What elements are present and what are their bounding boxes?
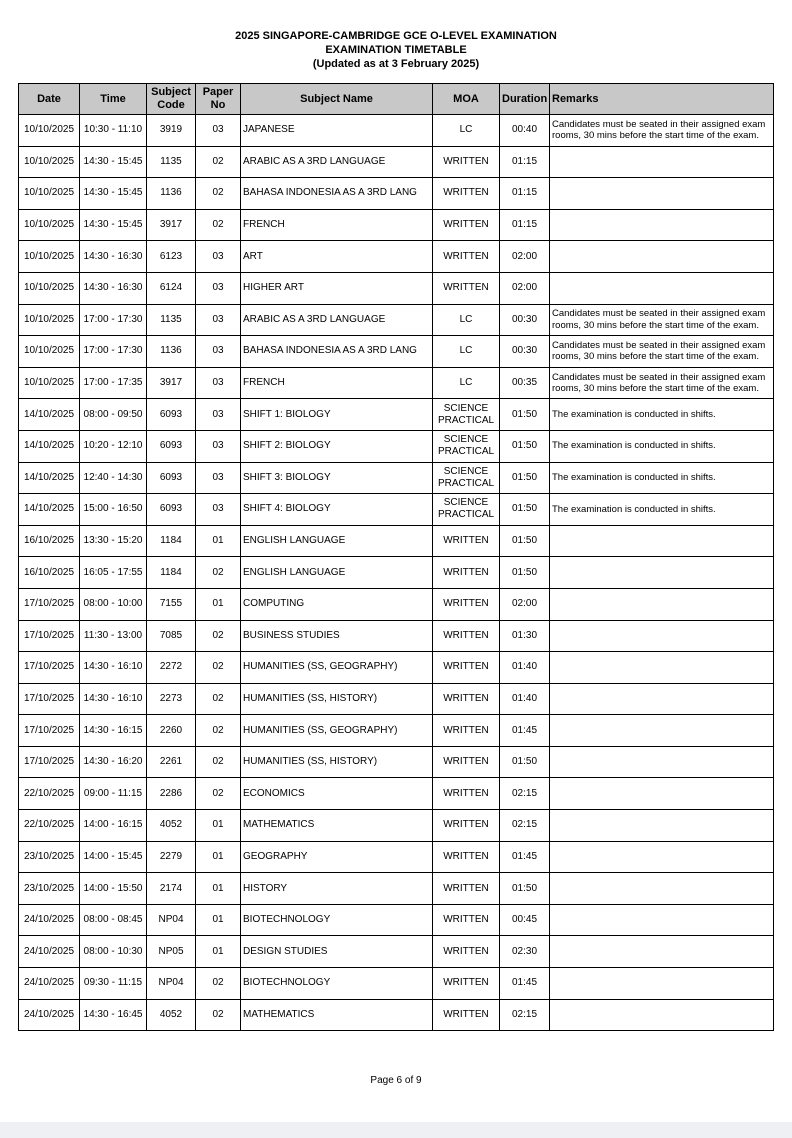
cell-remarks xyxy=(550,241,774,273)
cell-subject-name: FRENCH xyxy=(241,209,433,241)
col-paper-no: Paper No xyxy=(196,84,241,115)
cell-date: 17/10/2025 xyxy=(19,683,80,715)
cell-moa: WRITTEN xyxy=(433,810,500,842)
cell-paper-no: 01 xyxy=(196,873,241,905)
cell-date: 17/10/2025 xyxy=(19,746,80,778)
table-row xyxy=(19,272,774,304)
cell-subject-code: 1136 xyxy=(147,336,196,368)
cell-duration: 01:40 xyxy=(500,683,550,715)
cell-remarks xyxy=(550,778,774,810)
cell-paper-no: 02 xyxy=(196,146,241,178)
cell-subject-code: 3917 xyxy=(147,209,196,241)
table-header-row xyxy=(19,84,774,115)
cell-subject-name: ARABIC AS A 3RD LANGUAGE xyxy=(241,146,433,178)
col-time: Time xyxy=(80,84,147,115)
cell-time: 15:00 - 16:50 xyxy=(80,494,147,526)
cell-time: 08:00 - 08:45 xyxy=(80,904,147,936)
cell-subject-name: SHIFT 3: BIOLOGY xyxy=(241,462,433,494)
cell-paper-no: 01 xyxy=(196,525,241,557)
cell-time: 17:00 - 17:30 xyxy=(80,304,147,336)
cell-duration: 01:50 xyxy=(500,430,550,462)
cell-duration: 01:45 xyxy=(500,841,550,873)
cell-paper-no: 02 xyxy=(196,557,241,589)
table-row xyxy=(19,588,774,620)
cell-time: 14:00 - 15:50 xyxy=(80,873,147,905)
cell-duration: 00:35 xyxy=(500,367,550,399)
cell-time: 14:30 - 15:45 xyxy=(80,209,147,241)
cell-moa: WRITTEN xyxy=(433,999,500,1031)
cell-subject-code: 1135 xyxy=(147,304,196,336)
viewer-bottom-strip xyxy=(0,1122,792,1138)
cell-time: 14:00 - 16:15 xyxy=(80,810,147,842)
cell-duration: 01:40 xyxy=(500,652,550,684)
cell-date: 10/10/2025 xyxy=(19,178,80,210)
cell-paper-no: 02 xyxy=(196,999,241,1031)
cell-subject-name: SHIFT 1: BIOLOGY xyxy=(241,399,433,431)
cell-paper-no: 02 xyxy=(196,968,241,1000)
cell-remarks xyxy=(550,272,774,304)
cell-subject-code: 6093 xyxy=(147,399,196,431)
cell-subject-name: SHIFT 2: BIOLOGY xyxy=(241,430,433,462)
table-row xyxy=(19,683,774,715)
col-subject-name: Subject Name xyxy=(241,84,433,115)
cell-subject-code: 1184 xyxy=(147,525,196,557)
cell-subject-code: 2273 xyxy=(147,683,196,715)
table-row xyxy=(19,746,774,778)
table-row xyxy=(19,462,774,494)
table-row xyxy=(19,241,774,273)
cell-date: 10/10/2025 xyxy=(19,146,80,178)
cell-date: 17/10/2025 xyxy=(19,588,80,620)
cell-time: 14:30 - 15:45 xyxy=(80,146,147,178)
cell-subject-name: BIOTECHNOLOGY xyxy=(241,904,433,936)
cell-paper-no: 02 xyxy=(196,746,241,778)
cell-moa: WRITTEN xyxy=(433,272,500,304)
exam-title: 2025 SINGAPORE-CAMBRIDGE GCE O-LEVEL EXAMINATION xyxy=(235,30,557,42)
cell-date: 17/10/2025 xyxy=(19,652,80,684)
cell-remarks xyxy=(550,588,774,620)
cell-moa: LC xyxy=(433,367,500,399)
col-moa: MOA xyxy=(433,84,500,115)
cell-subject-name: HUMANITIES (SS, GEOGRAPHY) xyxy=(241,652,433,684)
cell-paper-no: 02 xyxy=(196,683,241,715)
cell-date: 22/10/2025 xyxy=(19,778,80,810)
cell-remarks xyxy=(550,557,774,589)
cell-paper-no: 02 xyxy=(196,209,241,241)
cell-paper-no: 03 xyxy=(196,304,241,336)
cell-moa: WRITTEN xyxy=(433,146,500,178)
cell-time: 09:30 - 11:15 xyxy=(80,968,147,1000)
cell-date: 16/10/2025 xyxy=(19,557,80,589)
cell-subject-name: DESIGN STUDIES xyxy=(241,936,433,968)
cell-time: 17:00 - 17:30 xyxy=(80,336,147,368)
cell-subject-code: NP04 xyxy=(147,904,196,936)
cell-subject-code: 7085 xyxy=(147,620,196,652)
col-date: Date xyxy=(19,84,80,115)
cell-time: 16:05 - 17:55 xyxy=(80,557,147,589)
cell-remarks xyxy=(550,652,774,684)
cell-time: 14:30 - 16:15 xyxy=(80,715,147,747)
cell-subject-code: 2272 xyxy=(147,652,196,684)
cell-subject-name: HISTORY xyxy=(241,873,433,905)
document-header xyxy=(0,29,792,71)
cell-time: 10:30 - 11:10 xyxy=(80,115,147,147)
cell-time: 14:30 - 15:45 xyxy=(80,178,147,210)
cell-duration: 01:15 xyxy=(500,178,550,210)
table-row xyxy=(19,557,774,589)
cell-duration: 00:40 xyxy=(500,115,550,147)
cell-moa: WRITTEN xyxy=(433,557,500,589)
cell-subject-name: MATHEMATICS xyxy=(241,810,433,842)
cell-time: 14:30 - 16:10 xyxy=(80,683,147,715)
cell-duration: 00:30 xyxy=(500,336,550,368)
cell-duration: 01:45 xyxy=(500,715,550,747)
cell-subject-name: COMPUTING xyxy=(241,588,433,620)
cell-paper-no: 03 xyxy=(196,367,241,399)
cell-subject-code: 2261 xyxy=(147,746,196,778)
cell-remarks xyxy=(550,999,774,1031)
cell-moa: WRITTEN xyxy=(433,746,500,778)
cell-date: 10/10/2025 xyxy=(19,336,80,368)
cell-subject-name: HUMANITIES (SS, HISTORY) xyxy=(241,746,433,778)
page-number: Page 6 of 9 xyxy=(370,1075,422,1086)
cell-duration: 01:50 xyxy=(500,525,550,557)
col-subject-code: Subject Code xyxy=(147,84,196,115)
cell-duration: 01:50 xyxy=(500,557,550,589)
cell-subject-name: BAHASA INDONESIA AS A 3RD LANG xyxy=(241,336,433,368)
cell-subject-code: NP04 xyxy=(147,968,196,1000)
cell-time: 12:40 - 14:30 xyxy=(80,462,147,494)
cell-subject-code: 1184 xyxy=(147,557,196,589)
cell-subject-name: ECONOMICS xyxy=(241,778,433,810)
cell-subject-name: HUMANITIES (SS, GEOGRAPHY) xyxy=(241,715,433,747)
cell-remarks xyxy=(550,810,774,842)
cell-duration: 01:15 xyxy=(500,209,550,241)
cell-moa: WRITTEN xyxy=(433,620,500,652)
table-row xyxy=(19,620,774,652)
cell-moa: WRITTEN xyxy=(433,936,500,968)
cell-moa: SCIENCE PRACTICAL xyxy=(433,494,500,526)
cell-subject-name: GEOGRAPHY xyxy=(241,841,433,873)
cell-paper-no: 01 xyxy=(196,588,241,620)
cell-paper-no: 03 xyxy=(196,115,241,147)
cell-duration: 00:45 xyxy=(500,904,550,936)
cell-remarks: Candidates must be seated in their assigned exam rooms, 30 mins before the start time of the exam. xyxy=(550,367,774,399)
cell-subject-code: 6123 xyxy=(147,241,196,273)
cell-duration: 02:00 xyxy=(500,241,550,273)
cell-paper-no: 02 xyxy=(196,620,241,652)
cell-date: 23/10/2025 xyxy=(19,873,80,905)
cell-paper-no: 01 xyxy=(196,936,241,968)
cell-date: 16/10/2025 xyxy=(19,525,80,557)
cell-duration: 01:50 xyxy=(500,494,550,526)
cell-moa: WRITTEN xyxy=(433,652,500,684)
table-row xyxy=(19,209,774,241)
cell-remarks: The examination is conducted in shifts. xyxy=(550,430,774,462)
cell-moa: WRITTEN xyxy=(433,525,500,557)
cell-subject-code: 1136 xyxy=(147,178,196,210)
col-remarks: Remarks xyxy=(550,84,774,115)
cell-remarks xyxy=(550,904,774,936)
table-row xyxy=(19,841,774,873)
cell-moa: WRITTEN xyxy=(433,778,500,810)
cell-paper-no: 03 xyxy=(196,462,241,494)
cell-paper-no: 02 xyxy=(196,715,241,747)
cell-remarks: The examination is conducted in shifts. xyxy=(550,462,774,494)
cell-remarks xyxy=(550,620,774,652)
cell-date: 24/10/2025 xyxy=(19,904,80,936)
update-note: (Updated as at 3 February 2025) xyxy=(312,58,480,70)
cell-moa: WRITTEN xyxy=(433,968,500,1000)
table-row xyxy=(19,115,774,147)
cell-duration: 01:50 xyxy=(500,462,550,494)
cell-paper-no: 02 xyxy=(196,652,241,684)
table-row xyxy=(19,904,774,936)
cell-remarks xyxy=(550,209,774,241)
cell-duration: 00:30 xyxy=(500,304,550,336)
timetable xyxy=(18,83,774,1031)
table-row xyxy=(19,968,774,1000)
cell-paper-no: 03 xyxy=(196,336,241,368)
table-row xyxy=(19,304,774,336)
cell-date: 10/10/2025 xyxy=(19,209,80,241)
cell-time: 14:30 - 16:10 xyxy=(80,652,147,684)
cell-moa: WRITTEN xyxy=(433,904,500,936)
cell-date: 17/10/2025 xyxy=(19,715,80,747)
table-row xyxy=(19,525,774,557)
cell-date: 24/10/2025 xyxy=(19,936,80,968)
cell-duration: 01:45 xyxy=(500,968,550,1000)
cell-moa: WRITTEN xyxy=(433,683,500,715)
cell-subject-code: NP05 xyxy=(147,936,196,968)
cell-moa: LC xyxy=(433,336,500,368)
cell-time: 08:00 - 10:30 xyxy=(80,936,147,968)
cell-time: 14:00 - 15:45 xyxy=(80,841,147,873)
cell-subject-code: 2174 xyxy=(147,873,196,905)
cell-date: 10/10/2025 xyxy=(19,304,80,336)
cell-paper-no: 02 xyxy=(196,178,241,210)
cell-moa: WRITTEN xyxy=(433,873,500,905)
cell-subject-name: FRENCH xyxy=(241,367,433,399)
cell-paper-no: 01 xyxy=(196,904,241,936)
table-row xyxy=(19,367,774,399)
cell-paper-no: 02 xyxy=(196,778,241,810)
cell-moa: WRITTEN xyxy=(433,241,500,273)
cell-subject-name: SHIFT 4: BIOLOGY xyxy=(241,494,433,526)
cell-subject-name: BUSINESS STUDIES xyxy=(241,620,433,652)
cell-date: 14/10/2025 xyxy=(19,399,80,431)
cell-time: 10:20 - 12:10 xyxy=(80,430,147,462)
table-row xyxy=(19,399,774,431)
cell-remarks xyxy=(550,715,774,747)
cell-time: 08:00 - 10:00 xyxy=(80,588,147,620)
cell-time: 09:00 - 11:15 xyxy=(80,778,147,810)
cell-remarks xyxy=(550,746,774,778)
cell-subject-code: 4052 xyxy=(147,999,196,1031)
table-row xyxy=(19,336,774,368)
cell-remarks xyxy=(550,841,774,873)
cell-duration: 02:00 xyxy=(500,272,550,304)
cell-duration: 02:15 xyxy=(500,999,550,1031)
cell-subject-name: ARABIC AS A 3RD LANGUAGE xyxy=(241,304,433,336)
cell-paper-no: 01 xyxy=(196,810,241,842)
cell-subject-code: 7155 xyxy=(147,588,196,620)
cell-time: 14:30 - 16:45 xyxy=(80,999,147,1031)
cell-date: 10/10/2025 xyxy=(19,272,80,304)
cell-paper-no: 03 xyxy=(196,241,241,273)
cell-date: 24/10/2025 xyxy=(19,999,80,1031)
cell-time: 17:00 - 17:35 xyxy=(80,367,147,399)
cell-subject-code: 2260 xyxy=(147,715,196,747)
cell-paper-no: 01 xyxy=(196,841,241,873)
table-row xyxy=(19,810,774,842)
table-row xyxy=(19,715,774,747)
cell-subject-code: 6093 xyxy=(147,430,196,462)
cell-duration: 01:50 xyxy=(500,746,550,778)
cell-duration: 01:15 xyxy=(500,146,550,178)
cell-moa: SCIENCE PRACTICAL xyxy=(433,399,500,431)
table-row xyxy=(19,873,774,905)
cell-subject-code: 3919 xyxy=(147,115,196,147)
table-row xyxy=(19,178,774,210)
cell-duration: 01:30 xyxy=(500,620,550,652)
cell-date: 14/10/2025 xyxy=(19,430,80,462)
cell-remarks: The examination is conducted in shifts. xyxy=(550,399,774,431)
cell-moa: LC xyxy=(433,115,500,147)
cell-remarks xyxy=(550,968,774,1000)
table-row xyxy=(19,430,774,462)
cell-paper-no: 03 xyxy=(196,494,241,526)
cell-paper-no: 03 xyxy=(196,272,241,304)
table-row xyxy=(19,936,774,968)
cell-duration: 02:30 xyxy=(500,936,550,968)
cell-paper-no: 03 xyxy=(196,399,241,431)
cell-remarks xyxy=(550,525,774,557)
cell-subject-name: MATHEMATICS xyxy=(241,999,433,1031)
cell-moa: WRITTEN xyxy=(433,841,500,873)
cell-subject-name: HUMANITIES (SS, HISTORY) xyxy=(241,683,433,715)
cell-subject-code: 2279 xyxy=(147,841,196,873)
cell-duration: 02:15 xyxy=(500,810,550,842)
cell-duration: 02:00 xyxy=(500,588,550,620)
cell-remarks: Candidates must be seated in their assigned exam rooms, 30 mins before the start time of the exam. xyxy=(550,304,774,336)
cell-subject-name: JAPANESE xyxy=(241,115,433,147)
cell-subject-code: 2286 xyxy=(147,778,196,810)
cell-moa: WRITTEN xyxy=(433,588,500,620)
cell-time: 14:30 - 16:30 xyxy=(80,272,147,304)
cell-remarks xyxy=(550,936,774,968)
cell-remarks xyxy=(550,683,774,715)
cell-time: 11:30 - 13:00 xyxy=(80,620,147,652)
cell-duration: 01:50 xyxy=(500,873,550,905)
cell-duration: 02:15 xyxy=(500,778,550,810)
cell-subject-name: BIOTECHNOLOGY xyxy=(241,968,433,1000)
cell-moa: LC xyxy=(433,304,500,336)
cell-subject-name: ART xyxy=(241,241,433,273)
cell-paper-no: 03 xyxy=(196,430,241,462)
col-duration: Duration xyxy=(500,84,550,115)
cell-date: 24/10/2025 xyxy=(19,968,80,1000)
cell-remarks xyxy=(550,146,774,178)
table-row xyxy=(19,778,774,810)
cell-time: 08:00 - 09:50 xyxy=(80,399,147,431)
cell-time: 13:30 - 15:20 xyxy=(80,525,147,557)
cell-subject-code: 6093 xyxy=(147,494,196,526)
cell-date: 23/10/2025 xyxy=(19,841,80,873)
cell-date: 10/10/2025 xyxy=(19,367,80,399)
cell-remarks: Candidates must be seated in their assigned exam rooms, 30 mins before the start time of the exam. xyxy=(550,336,774,368)
cell-subject-name: BAHASA INDONESIA AS A 3RD LANG xyxy=(241,178,433,210)
cell-remarks xyxy=(550,873,774,905)
cell-subject-code: 6093 xyxy=(147,462,196,494)
cell-date: 10/10/2025 xyxy=(19,241,80,273)
table-body xyxy=(19,115,774,1031)
cell-duration: 01:50 xyxy=(500,399,550,431)
cell-subject-code: 3917 xyxy=(147,367,196,399)
cell-date: 14/10/2025 xyxy=(19,462,80,494)
cell-subject-name: ENGLISH LANGUAGE xyxy=(241,557,433,589)
table-row xyxy=(19,999,774,1031)
cell-date: 14/10/2025 xyxy=(19,494,80,526)
cell-subject-name: HIGHER ART xyxy=(241,272,433,304)
cell-remarks xyxy=(550,178,774,210)
table-row xyxy=(19,494,774,526)
table-row xyxy=(19,652,774,684)
cell-moa: WRITTEN xyxy=(433,715,500,747)
cell-remarks: The examination is conducted in shifts. xyxy=(550,494,774,526)
cell-moa: WRITTEN xyxy=(433,209,500,241)
cell-subject-code: 6124 xyxy=(147,272,196,304)
cell-moa: WRITTEN xyxy=(433,178,500,210)
cell-date: 10/10/2025 xyxy=(19,115,80,147)
cell-remarks: Candidates must be seated in their assigned exam rooms, 30 mins before the start time of the exam. xyxy=(550,115,774,147)
cell-moa: SCIENCE PRACTICAL xyxy=(433,462,500,494)
cell-subject-code: 4052 xyxy=(147,810,196,842)
cell-date: 22/10/2025 xyxy=(19,810,80,842)
cell-time: 14:30 - 16:20 xyxy=(80,746,147,778)
timetable-title: EXAMINATION TIMETABLE xyxy=(325,44,467,56)
cell-time: 14:30 - 16:30 xyxy=(80,241,147,273)
cell-moa: SCIENCE PRACTICAL xyxy=(433,430,500,462)
table-row xyxy=(19,146,774,178)
cell-subject-name: ENGLISH LANGUAGE xyxy=(241,525,433,557)
cell-subject-code: 1135 xyxy=(147,146,196,178)
cell-date: 17/10/2025 xyxy=(19,620,80,652)
